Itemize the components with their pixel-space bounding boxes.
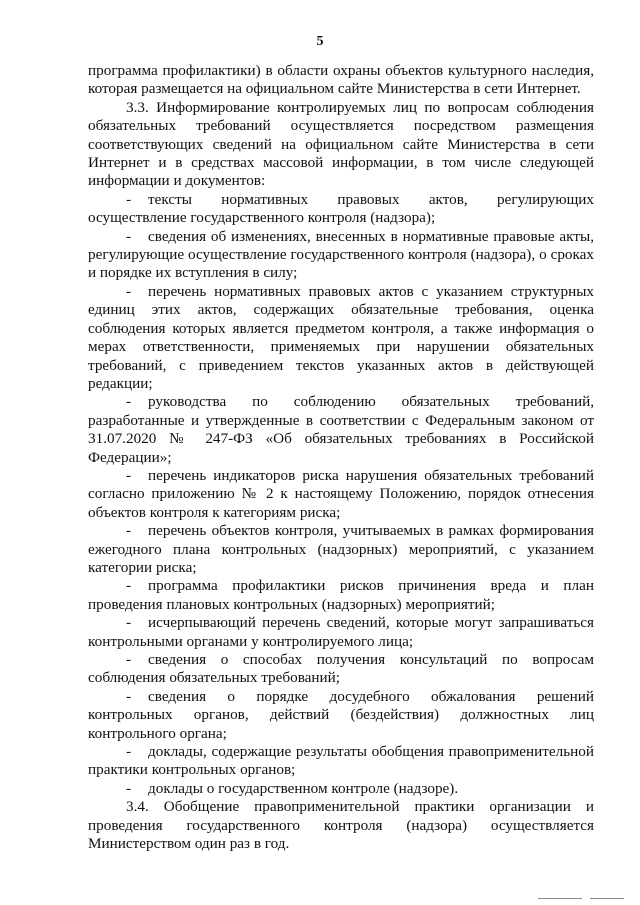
list-item-text: перечень объектов контроля, учитываемых в рамках формирования ежегодного плана контрольных (надзорных) мероприятий, с указанием категории риска; xyxy=(88,522,594,576)
footer-divider xyxy=(590,898,624,899)
list-dash: - xyxy=(126,651,132,668)
list-dash: - xyxy=(126,614,132,632)
list-dash: - xyxy=(126,687,132,705)
list-item-text: руководства по соблюдению обязательных требований, разработанные и утвержденные в соответствии с Федеральным законом от 31.07.2020 № 247-ФЗ «Об обязательных требованиях в Российской Федерации»; xyxy=(88,393,594,466)
list-dash: - xyxy=(126,190,132,208)
list-item xyxy=(88,688,594,743)
list-item xyxy=(88,283,594,393)
paragraph-continuation xyxy=(88,62,594,99)
list-dash: - xyxy=(126,227,132,245)
list-dash: - xyxy=(126,393,132,411)
list-item-text: перечень индикаторов риска нарушения обязательных требований согласно приложению № 2 к настоящему Положению, порядок отнесения объектов контроля к категориям риска; xyxy=(88,466,594,521)
list-item-text: доклады о государственном контроле (надзоре). xyxy=(148,779,459,797)
page-number: 5 xyxy=(316,34,324,49)
list-item xyxy=(88,743,594,780)
list-item xyxy=(88,467,594,522)
list-dash: - xyxy=(126,466,132,484)
paragraph-text: программа профилактики) в области охраны объектов культурного наследия, которая размещается на официальном сайте Министерства в сети Интернет. xyxy=(88,62,594,98)
list-dash: - xyxy=(126,577,132,595)
paragraph-text: 3.4. Обобщение правоприменительной практики организации и проведения государственного контроля (надзора) осуществляется Министерством один раз в год. xyxy=(88,798,594,853)
list-item xyxy=(88,228,594,283)
list-item-text: исчерпывающий перечень сведений, которые могут запрашиваться контрольными органами у контролируемого лица; xyxy=(88,614,594,650)
footer-divider xyxy=(538,898,582,899)
list-item-text: сведения о способах получения консультаций по вопросам соблюдения обязательных требований; xyxy=(88,651,594,687)
list-dash: - xyxy=(126,743,132,761)
list-item-text: программа профилактики рисков причинения вреда и план проведения плановых контрольных (надзорных) мероприятий; xyxy=(88,577,594,613)
list-item xyxy=(88,651,594,688)
list-item xyxy=(88,522,594,577)
document-body xyxy=(88,62,594,853)
list-item-text: тексты нормативных правовых актов, регулирующих осуществление государственного контроля (надзора); xyxy=(88,190,594,227)
list-item xyxy=(88,393,594,467)
list-item xyxy=(88,191,594,228)
paragraph-section-3-3 xyxy=(88,99,594,191)
list-item-text: сведения о порядке досудебного обжалования решений контрольных органов, действий (бездействия) должностных лиц контрольного органа; xyxy=(88,687,594,742)
list-item xyxy=(88,614,594,651)
list-item-text: перечень нормативных правовых актов с указанием структурных единиц этих актов, содержащих обязательные требования, оценка соблюдения которых является предметом контроля, а также информация о мерах ответственности, применяемых при нарушении обязательных требований, с приведением текстов указанных актов в действующей редакции; xyxy=(88,282,594,392)
list-dash: - xyxy=(126,522,132,540)
list-item-text: сведения об изменениях, внесенных в нормативные правовые акты, регулирующие осуществление государственного контроля (надзора), о сроках и порядке их вступления в силу; xyxy=(88,227,594,282)
list-item xyxy=(88,577,594,614)
footer-marks xyxy=(538,898,624,899)
list-dash: - xyxy=(126,282,132,300)
list-item xyxy=(88,780,594,798)
paragraph-text: 3.3. Информирование контролируемых лиц по вопросам соблюдения обязательных требований осуществляется посредством размещения соответствующих сведений на официальном сайте Министерства в сети Интернет и в средствах массовой информации, в том числе следующей информации и документов: xyxy=(88,98,594,190)
list-item-text: доклады, содержащие результаты обобщения правоприменительной практики контрольных органов; xyxy=(88,743,594,779)
list-dash: - xyxy=(126,779,132,797)
paragraph-section-3-4 xyxy=(88,798,594,853)
